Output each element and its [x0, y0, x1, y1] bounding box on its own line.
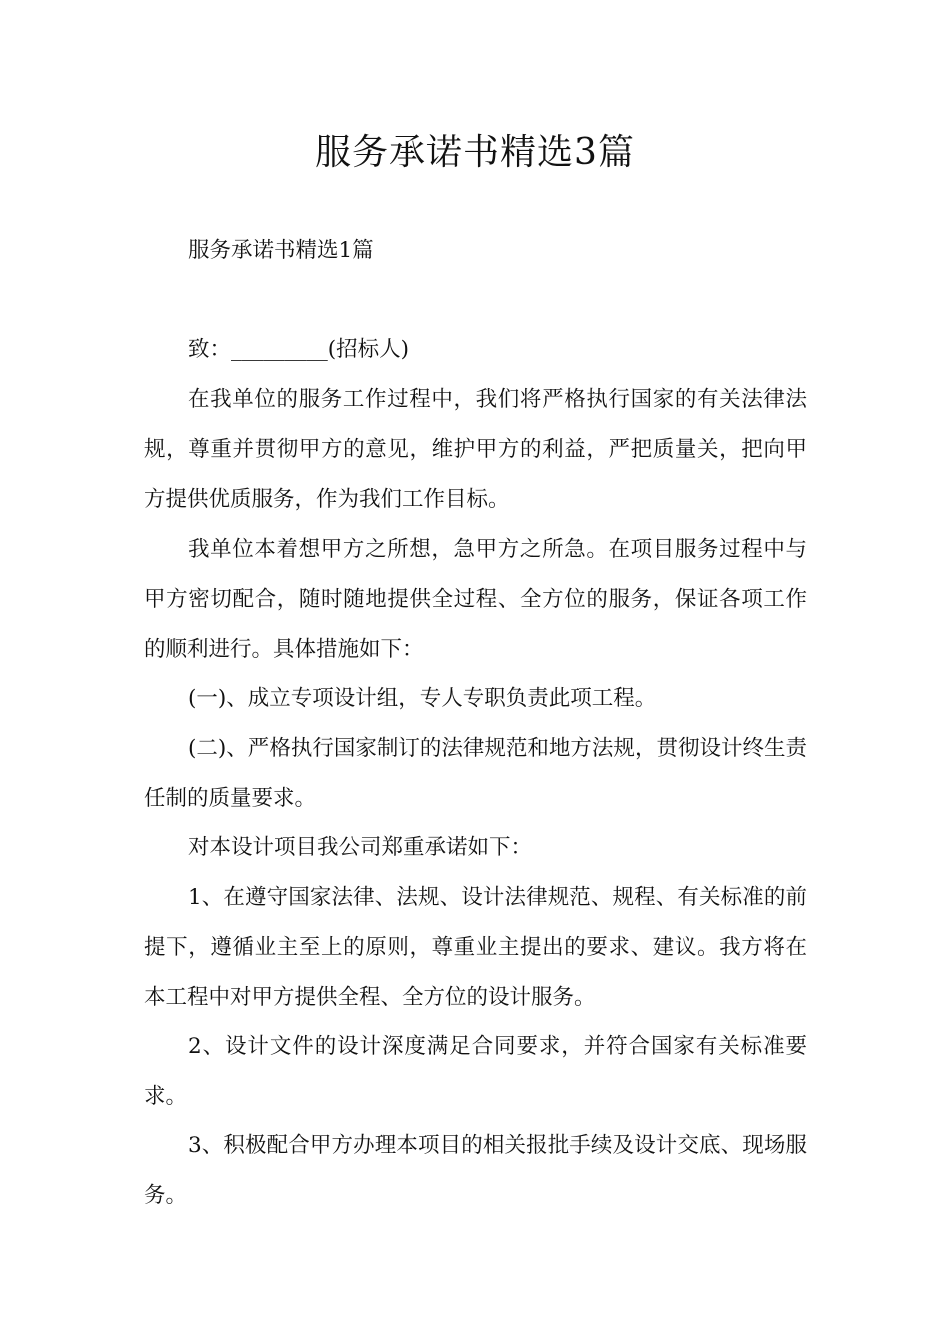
paragraph-4: (二)、严格执行国家制订的法律规范和地方法规，贯彻设计终生责任制的质量要求。 [144, 736, 807, 811]
section-heading: 服务承诺书精选1篇 [188, 238, 374, 263]
recipient-line: 致：_________(招标人) [188, 337, 410, 362]
paragraph-5: 对本设计项目我公司郑重承诺如下： [188, 835, 533, 860]
paragraph-8: 3、积极配合甲方办理本项目的相关报批手续及设计交底、现场服务。 [144, 1133, 807, 1208]
paragraph-7: 2、设计文件的设计深度满足合同要求，并符合国家有关标准要求。 [144, 1034, 807, 1109]
paragraph-6: 1、在遵守国家法律、法规、设计法律规范、规程、有关标准的前提下，遵循业主至上的原则，尊重业主提出的要求、建议。我方将在本工程中对甲方提供全程、全方位的设计服务。 [144, 885, 807, 1010]
document-title: 服务承诺书精选3篇 [315, 132, 635, 173]
paragraph-2: 我单位本着想甲方之所想，急甲方之所急。在项目服务过程中与甲方密切配合，随时随地提供全过程、全方位的服务，保证各项工作的顺利进行。具体措施如下： [144, 537, 807, 662]
paragraph-3: (一)、成立专项设计组，专人专职负责此项工程。 [188, 686, 657, 711]
paragraph-1: 在我单位的服务工作过程中，我们将严格执行国家的有关法律法规，尊重并贯彻甲方的意见，维护甲方的利益，严把质量关，把向甲方提供优质服务，作为我们工作目标。 [144, 387, 807, 512]
